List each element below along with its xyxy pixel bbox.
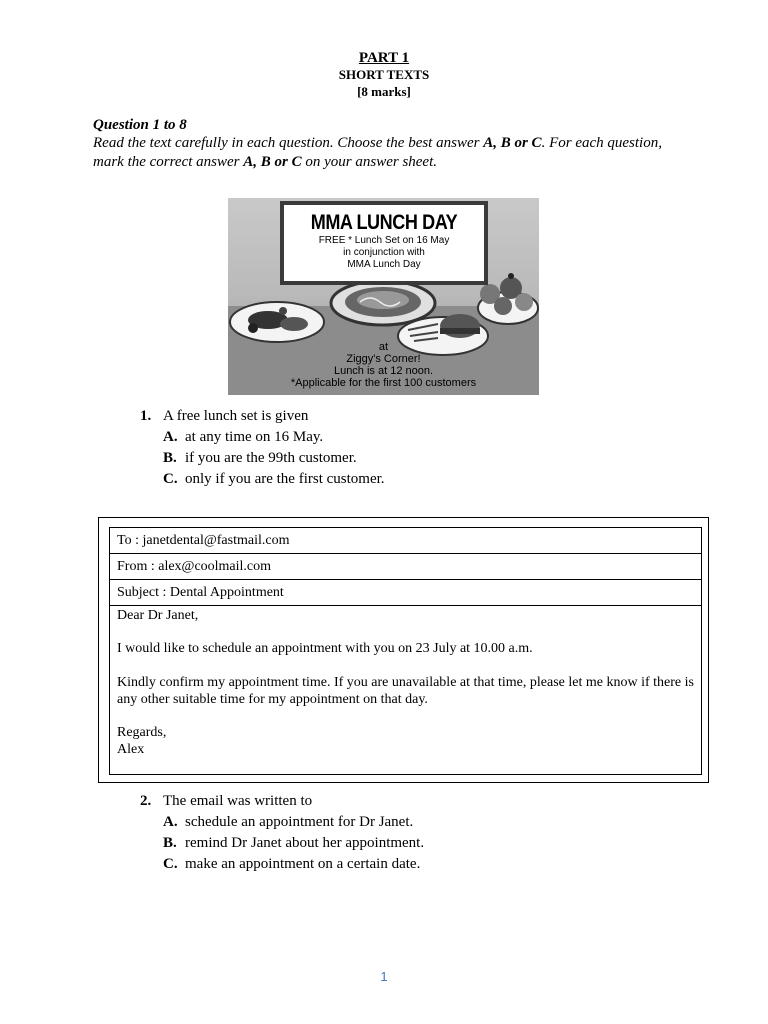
poster-title: MMA LUNCH DAY xyxy=(310,211,458,234)
marks-label: [8 marks] xyxy=(357,84,411,99)
poster-board xyxy=(280,201,488,285)
email-paragraph-1: I would like to schedule an appointment with you on 23 July at 10.00 a.m. xyxy=(117,641,533,656)
instructions: Read the text carefully in each question. Choose the best answer A, B or C. For each question, mark the correct answer A, B or C on your answer sheet. xyxy=(93,135,662,170)
poster-place: Ziggy's Corner! xyxy=(346,353,421,365)
email-body xyxy=(117,607,697,758)
page-number: 1 xyxy=(380,969,388,984)
part-title: PART 1 xyxy=(358,50,410,66)
question-1 xyxy=(140,406,660,496)
option-a[interactable]: A. schedule an appointment for Dr Janet. xyxy=(163,814,414,830)
email-signature: Alex xyxy=(117,742,145,757)
email-box xyxy=(109,527,702,775)
option-a[interactable]: A. at any time on 16 May. xyxy=(163,429,324,445)
option-c[interactable]: C. only if you are the first customer. xyxy=(163,471,385,487)
option-c[interactable]: C. make an appointment on a certain date. xyxy=(163,856,421,872)
question-stem: The email was written to xyxy=(163,793,313,809)
poster-note: *Applicable for the first 100 customers xyxy=(290,377,477,389)
question-range: Question 1 to 8 xyxy=(93,117,187,133)
question-2 xyxy=(140,791,660,881)
email-from: From : alex@coolmail.com xyxy=(110,554,701,580)
option-b[interactable]: B. remind Dr Janet about her appointment. xyxy=(163,835,425,851)
poster-bottom-text xyxy=(228,341,539,389)
poster-line-2: in conjunction with xyxy=(343,247,425,258)
email-closing: Regards, xyxy=(117,725,167,740)
section-title: SHORT TEXTS xyxy=(338,67,430,82)
email-paragraph-2: Kindly confirm my appointment time. If you are unavailable at that time, please let me know if there is any other suitable time for my appointment on that day. xyxy=(117,675,694,707)
poster-at: at xyxy=(378,341,389,353)
question-stem: A free lunch set is given xyxy=(163,408,309,424)
poster-time: Lunch is at 12 noon. xyxy=(333,365,434,377)
question-number: 2. xyxy=(140,793,152,809)
option-b[interactable]: B. if you are the 99th customer. xyxy=(163,450,357,466)
question-number: 1. xyxy=(140,408,152,424)
lunch-day-poster xyxy=(228,198,539,395)
poster-line-1: FREE * Lunch Set on 16 May xyxy=(318,235,450,246)
poster-line-3: MMA Lunch Day xyxy=(347,259,421,270)
email-to: To : janetdental@fastmail.com xyxy=(110,528,701,554)
email-greeting: Dear Dr Janet, xyxy=(117,608,199,623)
email-subject: Subject : Dental Appointment xyxy=(110,580,701,606)
